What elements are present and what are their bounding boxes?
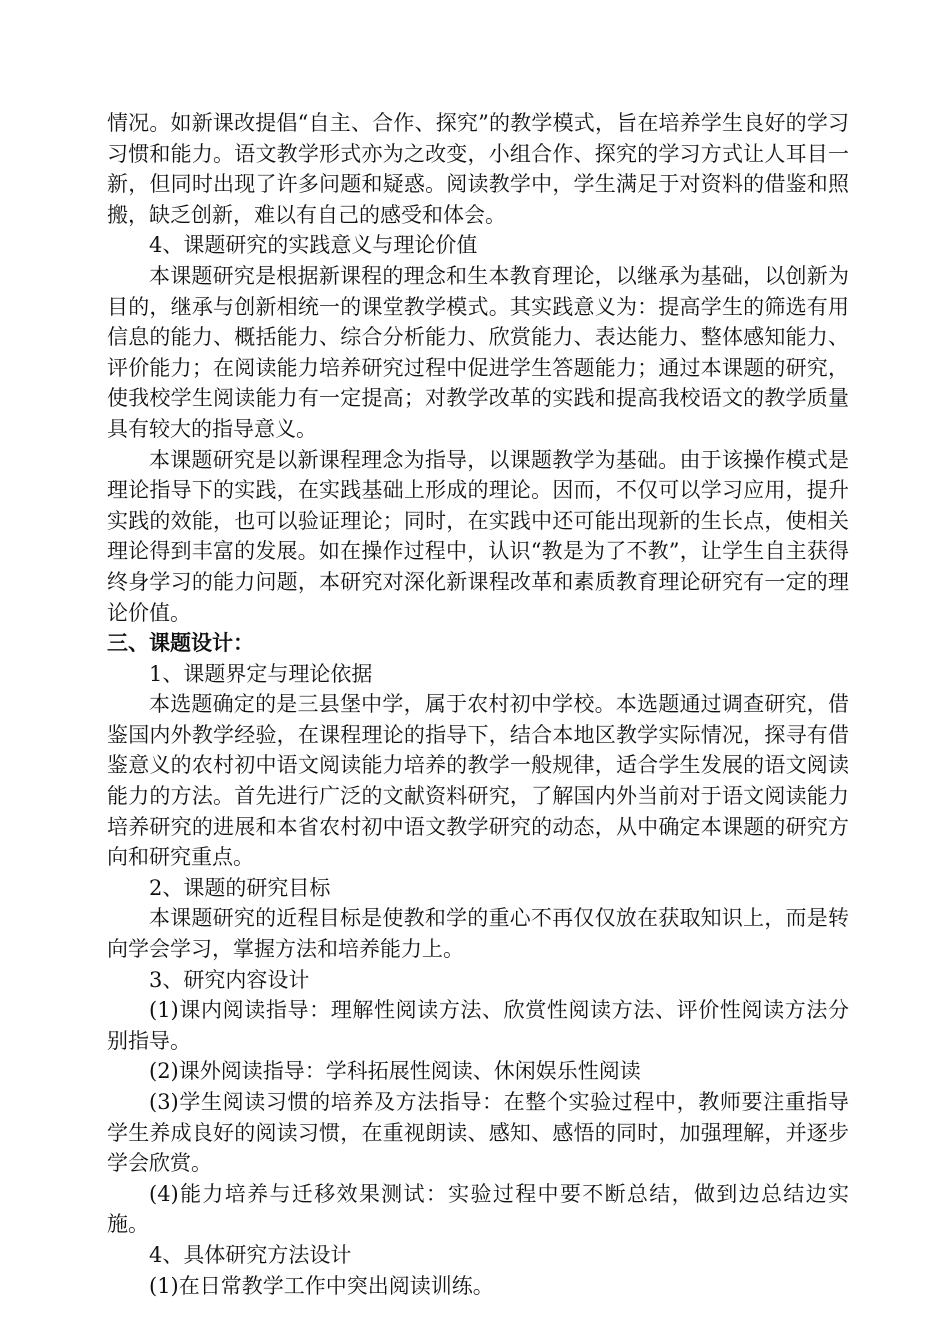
subheading-research-methods: 4、具体研究方法设计 xyxy=(149,1242,352,1267)
list-item-content-3: (3)学生阅读习惯的培养及方法指导：在整个实验过程中，教师要注重指导学生养成良好的阅读习惯，在重视朗读、感知、感悟的同时，加强理解，并逐步学会欣赏。 xyxy=(107,1090,849,1176)
document-page xyxy=(107,108,849,1301)
paragraph-theoretical-value: 本课题研究是以新课程理念为指导，以课题教学为基础。由于该操作模式是理论指导下的实践，在实践基础上形成的理论。因而，不仅可以学习应用，提升实践的效能，也可以验证理论；同时，在实践中还可能出现新的生长点，使相关理论得到丰富的发展。如在操作过程中，认识“教是为了不教”，让学生自主获得终身学习的能力问题，本研究对深化新课程改革和素质教育理论研究有一定的理论价值。 xyxy=(107,447,849,625)
paragraph-practical-significance: 本课题研究是根据新课程的理念和生本教育理论，以继承为基础，以创新为目的，继承与创新相统一的课堂教学模式。其实践意义为：提高学生的筛选有用信息的能力、概括能力、综合分析能力、欣赏能力、表达能力、整体感知能力、评价能力；在阅读能力培养研究过程中促进学生答题能力；通过本课题的研究，使我校学生阅读能力有一定提高；对教学改革的实践和提高我校语文的教学质量具有较大的指导意义。 xyxy=(107,263,849,441)
subheading-research-content: 3、研究内容设计 xyxy=(149,967,310,992)
paragraph-definition: 本选题确定的是三县堡中学，属于农村初中学校。本选题通过调查研究，借鉴国内外教学经验，在课程理论的指导下，结合本地区教学实际情况，探寻有借鉴意义的农村初中语文阅读能力培养的教学一般规律，适合学生发展的语文阅读能力的方法。首先进行广泛的文献资料研究，了解国内外当前对于语文阅读能力培养研究的进展和本省农村初中语文教学研究的动态，从中确定本课题的研究方向和研究重点。 xyxy=(107,692,849,870)
list-item-content-4: (4)能力培养与迁移效果测试：实验过程中要不断总结，做到边总结边实施。 xyxy=(107,1181,849,1237)
subheading-definition: 1、课题界定与理论依据 xyxy=(149,661,373,686)
subheading-research-goal: 2、课题的研究目标 xyxy=(149,875,331,900)
list-item-method-1: (1)在日常教学工作中突出阅读训练。 xyxy=(149,1273,494,1298)
paragraph-intro-continued: 情况。如新课改提倡“自主、合作、探究”的教学模式，旨在培养学生良好的学习习惯和能力。语文教学形式亦为之改变，小组合作、探究的学习方式让人耳目一新，但同时出现了许多问题和疑惑。阅读教学中，学生满足于对资料的借鉴和照搬，缺乏创新，难以有自己的感受和体会。 xyxy=(107,111,849,227)
list-item-content-1: (1)课内阅读指导：理解性阅读方法、欣赏性阅读方法、评价性阅读方法分别指导。 xyxy=(107,998,849,1053)
subheading-practical-significance: 4、课题研究的实践意义与理论价值 xyxy=(149,233,478,258)
paragraph-research-goal: 本课题研究的近程目标是使教和学的重心不再仅仅放在获取知识上，而是转向学会学习，掌握方法和培养能力上。 xyxy=(107,906,849,962)
list-item-content-2: (2)课外阅读指导：学科拓展性阅读、休闲娱乐性阅读 xyxy=(149,1059,641,1084)
section-heading-design: 三、课题设计： xyxy=(107,631,254,656)
